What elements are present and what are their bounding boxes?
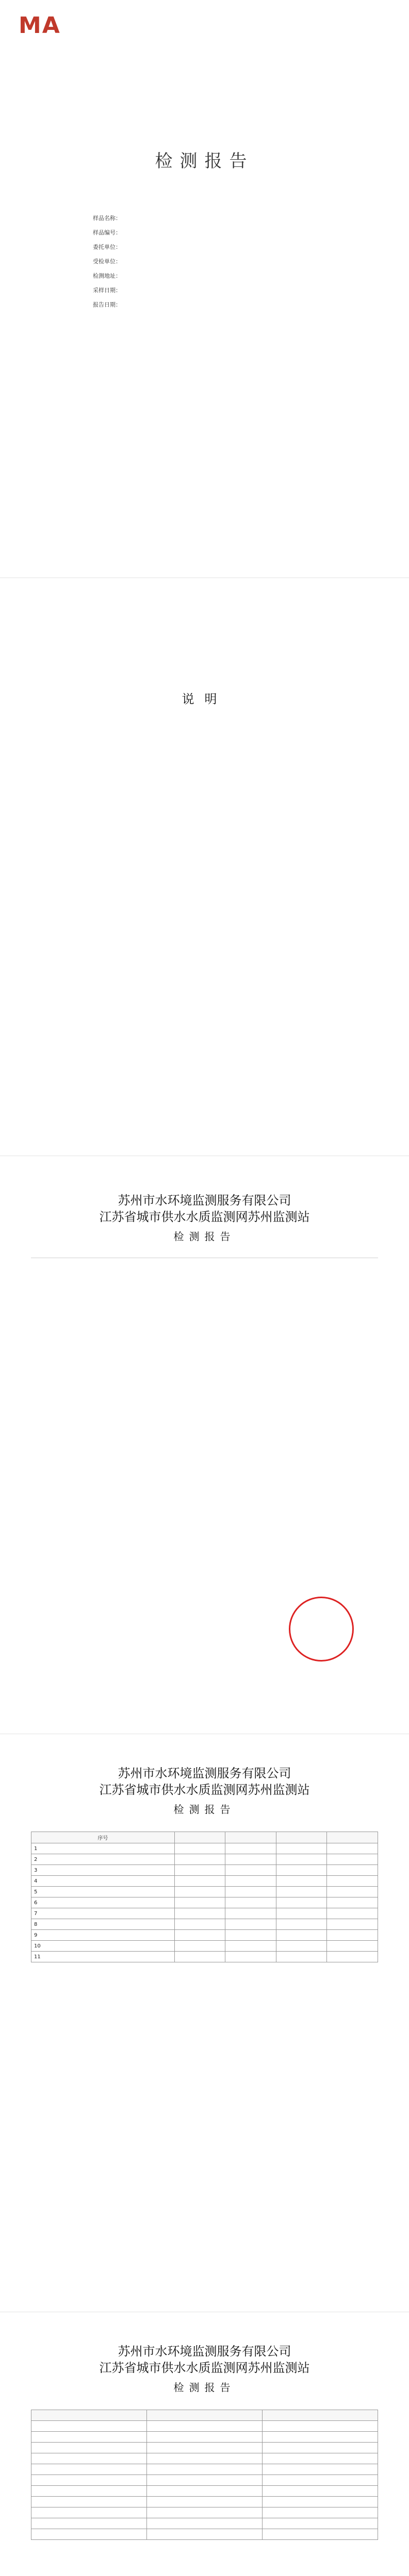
table-row <box>31 2464 378 2475</box>
table-row <box>31 1843 378 1854</box>
table-cell: 1 <box>31 1843 175 1854</box>
table-cell <box>225 1865 276 1876</box>
table-cell <box>225 1843 276 1854</box>
table-cell <box>263 2475 378 2486</box>
field-label: 样品编号： <box>93 229 121 236</box>
table-row <box>31 1876 378 1887</box>
table-cell <box>31 2518 147 2529</box>
table-cell <box>225 1919 276 1930</box>
table-cell: 7 <box>31 1908 175 1919</box>
table-cell <box>174 1952 225 1962</box>
table-cell <box>174 1919 225 1930</box>
field-sample-name <box>93 211 361 226</box>
table-row <box>31 1930 378 1941</box>
table-cell <box>327 1854 378 1865</box>
table-row <box>31 2443 378 2453</box>
field-label: 检测地址： <box>93 273 121 279</box>
table-cell <box>174 1843 225 1854</box>
table-cell <box>263 2518 378 2529</box>
table-cell: 4 <box>31 1876 175 1887</box>
cover-page <box>0 0 409 578</box>
table-header-cell <box>263 2410 378 2421</box>
table-cell <box>225 1887 276 1897</box>
table-row <box>31 1854 378 1865</box>
ma-logo-mark: MA <box>19 12 61 39</box>
table-cell <box>327 1919 378 1930</box>
table-cell <box>174 1865 225 1876</box>
table-cell: 6 <box>31 1897 175 1908</box>
official-seal <box>289 1597 354 1662</box>
table-cell <box>147 2518 263 2529</box>
lab-name-line-2: 江苏省城市供水水质监测网苏州监测站 <box>99 2361 310 2375</box>
table-header-cell <box>31 2410 147 2421</box>
table-cell <box>147 2421 263 2432</box>
table-cell <box>263 2529 378 2540</box>
table-cell: 11 <box>31 1952 175 1962</box>
table-header-cell <box>147 2410 263 2421</box>
table-cell <box>263 2453 378 2464</box>
table-cell <box>327 1952 378 1962</box>
table-cell: 10 <box>31 1941 175 1952</box>
table-row <box>31 2497 378 2507</box>
field-address <box>93 269 361 283</box>
table-cell <box>276 1887 327 1897</box>
table-cell <box>31 2464 147 2475</box>
table-row <box>31 2507 378 2518</box>
table-cell <box>327 1876 378 1887</box>
table-cell <box>225 1908 276 1919</box>
cover-fields <box>93 211 361 312</box>
table-cell <box>276 1952 327 1962</box>
table-row <box>31 1865 378 1876</box>
table-header-cell <box>327 1832 378 1843</box>
field-label: 报告日期： <box>93 301 121 308</box>
table-cell <box>31 2453 147 2464</box>
field-label: 受检单位： <box>93 258 121 265</box>
table-row <box>31 2453 378 2464</box>
table-row <box>31 2475 378 2486</box>
report-title: 检测报告 <box>173 2381 236 2394</box>
table-row <box>31 2432 378 2443</box>
table-cell <box>327 1865 378 1876</box>
table-cell <box>276 1941 327 1952</box>
field-sampling-date <box>93 283 361 298</box>
lab-name-line-2: 江苏省城市供水水质监测网苏州监测站 <box>99 1210 310 1224</box>
table-cell <box>225 1941 276 1952</box>
table-header-cell: 序号 <box>31 1832 175 1843</box>
table-header-cell <box>225 1832 276 1843</box>
lab-name-line-2: 江苏省城市供水水质监测网苏州监测站 <box>99 1783 310 1797</box>
table-header-row <box>31 2410 378 2421</box>
results-table <box>31 1832 378 1962</box>
table-cell <box>147 2497 263 2507</box>
field-sample-number <box>93 226 361 240</box>
table-cell <box>147 2453 263 2464</box>
table-cell <box>225 1952 276 1962</box>
table-cell <box>174 1887 225 1897</box>
table-cell <box>276 1908 327 1919</box>
table-cell <box>263 2497 378 2507</box>
lab-name-line-1: 苏州市水环境监测服务有限公司 <box>118 2344 291 2359</box>
table-cell <box>327 1941 378 1952</box>
report-info-page <box>0 1156 409 1734</box>
results-page-1 <box>0 1734 409 2312</box>
table-header-cell <box>276 1832 327 1843</box>
table-cell <box>31 2497 147 2507</box>
table-cell <box>174 1876 225 1887</box>
table-cell <box>147 2475 263 2486</box>
table-cell <box>276 1865 327 1876</box>
method-table <box>31 2410 378 2540</box>
table-cell <box>174 1930 225 1941</box>
cover-title: 检测报告 <box>155 151 254 172</box>
table-header-row <box>31 1832 378 1843</box>
table-cell <box>147 2529 263 2540</box>
table-row <box>31 1887 378 1897</box>
table-cell: 8 <box>31 1919 175 1930</box>
table-row <box>31 1908 378 1919</box>
table-cell <box>31 2432 147 2443</box>
table-cell <box>263 2507 378 2518</box>
table-cell <box>147 2464 263 2475</box>
table-cell <box>147 2507 263 2518</box>
table-cell <box>174 1908 225 1919</box>
table-cell: 5 <box>31 1887 175 1897</box>
table-cell <box>263 2432 378 2443</box>
field-label: 采样日期： <box>93 287 121 294</box>
table-row <box>31 2486 378 2497</box>
table-cell <box>174 1897 225 1908</box>
table-row <box>31 2529 378 2540</box>
table-cell <box>263 2464 378 2475</box>
field-client <box>93 240 361 255</box>
table-row <box>31 2518 378 2529</box>
table-cell <box>276 1876 327 1887</box>
table-cell <box>225 1854 276 1865</box>
table-cell: 2 <box>31 1854 175 1865</box>
table-cell: 3 <box>31 1865 175 1876</box>
table-cell <box>31 2443 147 2453</box>
table-cell <box>31 2529 147 2540</box>
ma-logo <box>19 14 80 37</box>
results-page-2 <box>0 2312 409 2576</box>
table-cell <box>225 1930 276 1941</box>
field-label: 委托单位： <box>93 244 121 250</box>
table-row <box>31 1919 378 1930</box>
table-cell <box>174 1941 225 1952</box>
table-cell <box>31 2421 147 2432</box>
table-cell <box>147 2443 263 2453</box>
field-inspected-unit <box>93 255 361 269</box>
table-cell <box>327 1930 378 1941</box>
report-title: 检测报告 <box>173 1803 236 1816</box>
table-cell <box>263 2486 378 2497</box>
table-row <box>31 2421 378 2432</box>
table-cell <box>327 1843 378 1854</box>
field-report-date <box>93 298 361 312</box>
table-cell <box>276 1897 327 1908</box>
table-row <box>31 1897 378 1908</box>
table-cell <box>225 1876 276 1887</box>
table-cell <box>31 2486 147 2497</box>
table-cell <box>147 2432 263 2443</box>
instructions-title: 说明 <box>182 692 227 706</box>
table-row <box>31 1941 378 1952</box>
table-cell <box>31 2507 147 2518</box>
table-cell <box>276 1919 327 1930</box>
table-cell <box>327 1897 378 1908</box>
lab-name-line-1: 苏州市水环境监测服务有限公司 <box>118 1193 291 1208</box>
table-cell <box>276 1854 327 1865</box>
table-cell <box>276 1843 327 1854</box>
table-cell <box>225 1897 276 1908</box>
table-cell <box>327 1908 378 1919</box>
field-label: 样品名称： <box>93 215 121 222</box>
table-cell <box>327 1887 378 1897</box>
report-title: 检测报告 <box>173 1230 236 1243</box>
table-cell <box>263 2443 378 2453</box>
table-cell <box>263 2421 378 2432</box>
table-header-cell <box>174 1832 225 1843</box>
lab-name-line-1: 苏州市水环境监测服务有限公司 <box>118 1766 291 1781</box>
table-cell <box>147 2486 263 2497</box>
table-cell <box>31 2475 147 2486</box>
table-cell <box>276 1930 327 1941</box>
instructions-page <box>0 578 409 1156</box>
table-cell <box>174 1854 225 1865</box>
table-row <box>31 1952 378 1962</box>
table-cell: 9 <box>31 1930 175 1941</box>
